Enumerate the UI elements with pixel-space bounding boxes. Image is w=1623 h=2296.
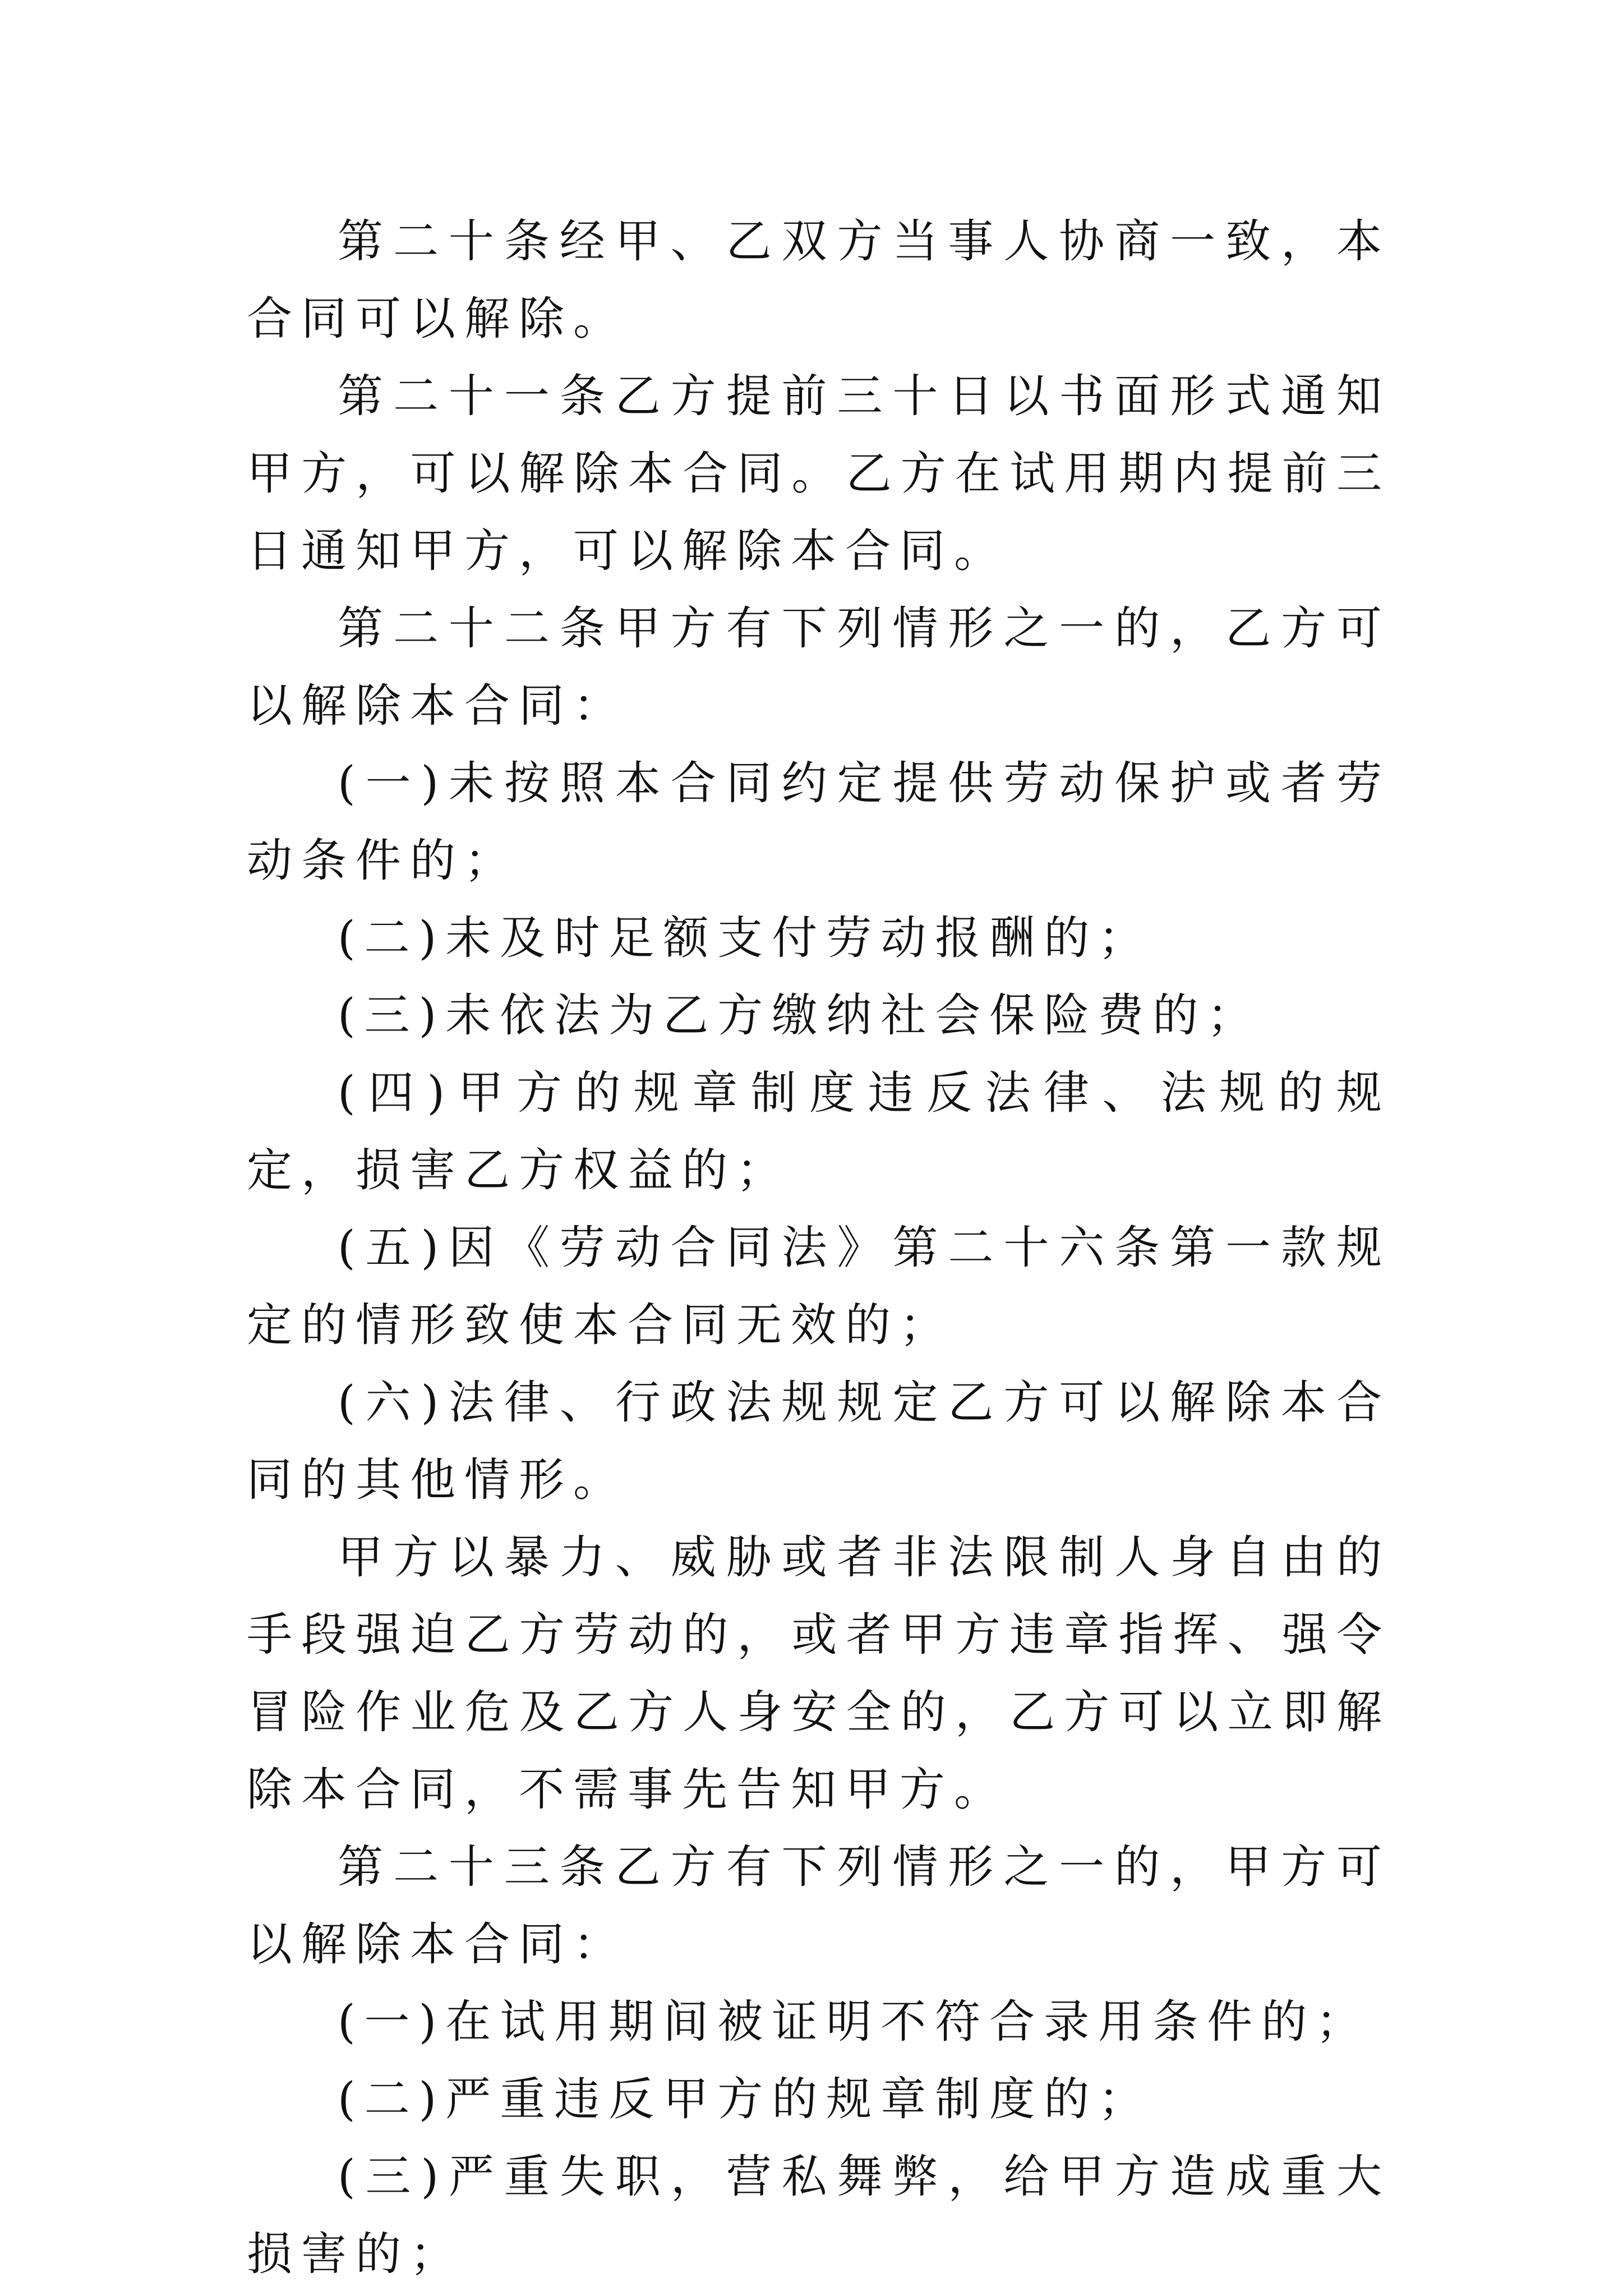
paragraph-article-22: 第二十二条甲方有下列情形之一的，乙方可以解除本合同：: [247, 602, 1391, 733]
list-item-23-2: (二)严重违反甲方的规章制度的；: [338, 2073, 1153, 2126]
paragraph-article-23: 第二十三条乙方有下列情形之一的，甲方可以解除本合同：: [247, 1841, 1391, 1971]
paragraph-article-21: 第二十一条乙方提前三十日以书面形式通知甲方，可以解除本合同。乙方在试用期内提前三日通知甲方，可以解除本合同。: [247, 370, 1391, 578]
paragraph-immediate-termination: 甲方以暴力、威胁或者非法限制人身自由的手段强迫乙方劳动的，或者甲方违章指挥、强令冒险作业危及乙方人身安全的，乙方可以立即解除本合同，不需事先告知甲方。: [247, 1531, 1391, 1816]
paragraph-article-20: 第二十条经甲、乙双方当事人协商一致，本合同可以解除。: [247, 215, 1391, 346]
list-item-22-2: (二)未及时足额支付劳动报酬的；: [338, 912, 1153, 965]
list-item-22-6: (六)法律、行政法规规定乙方可以解除本合同的其他情形。: [247, 1377, 1391, 1507]
list-item-22-1: (一)未按照本合同约定提供劳动保护或者劳动条件的；: [247, 757, 1391, 887]
list-item-22-3: (三)未依法为乙方缴纳社会保险费的；: [338, 990, 1262, 1042]
document-body: [247, 203, 1391, 2293]
list-item-23-3: (三)严重失职，营私舞弊，给甲方造成重大损害的；: [247, 2151, 1391, 2281]
list-item-22-5: (五)因《劳动合同法》第二十六条第一款规定的情形致使本合同无效的；: [247, 1222, 1391, 1352]
list-item-22-4: (四)甲方的规章制度违反法律、法规的规定，损害乙方权益的；: [247, 1067, 1391, 1197]
list-item-23-1: (一)在试用期间被证明不符合录用条件的；: [338, 1996, 1371, 2049]
